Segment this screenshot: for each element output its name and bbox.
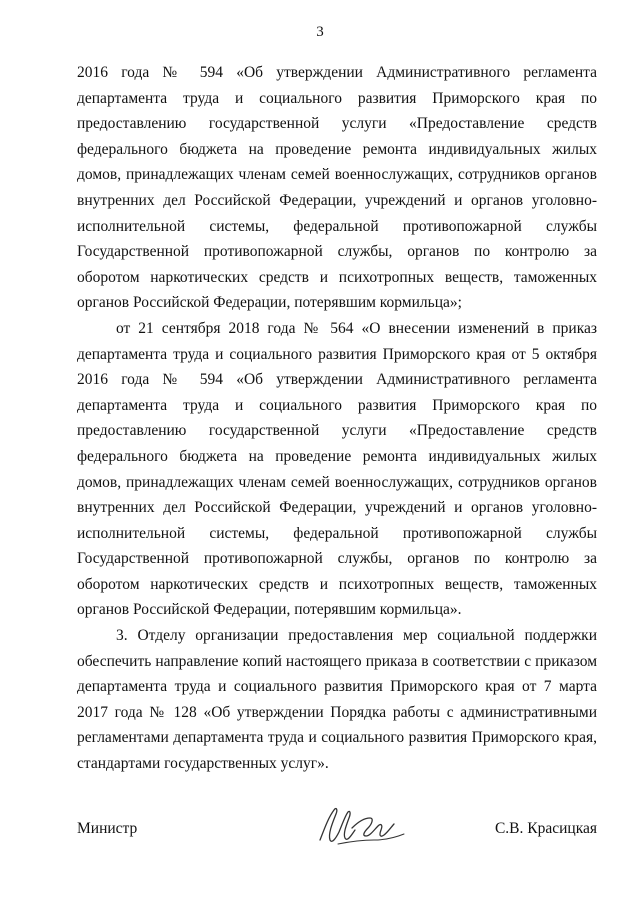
signature-block <box>77 808 597 848</box>
page-number: 3 <box>316 24 324 40</box>
document-body <box>77 60 597 777</box>
paragraph-order-564: от 21 сентября 2018 года № 564 «О внесении изменений в приказ департамента труда и социального развития Приморского края от 5 октября 2016 года № 594 «Об утверждении Административного регламента департамента труда и социального развития Приморского края по предоставлению государственной услуги «Предоставление средств федерального бюджета на проведение ремонта индивидуальных жилых домов, принадлежащих членам семей военнослужащих, сотрудников органов внутренних дел Российской Федерации, учреждений и органов уголовно-исполнительной системы, федеральной противопожарной службы Государственной противопожарной службы, органов по контролю за оборотом наркотических средств и психотропных веществ, таможенных органов Российской Федерации, потерявшим кормильца». <box>77 319 597 619</box>
signatory-name: С.В. Красицкая <box>494 820 597 837</box>
signatory-title: Министр <box>77 820 138 837</box>
paragraph-order-594-continuation: 2016 года № 594 «Об утверждении Административного регламента департамента труда и социального развития Приморского края по предоставлению государственной услуги «Предоставление средств федерального бюджета на проведение ремонта индивидуальных жилых домов, принадлежащих членам семей военнослужащих, сотрудников органов внутренних дел Российской Федерации, учреждений и органов уголовно-исполнительной системы, федеральной противопожарной службы Государственной противопожарной службы, органов по контролю за оборотом наркотических средств и психотропных веществ, таможенных органов Российской Федерации, потерявшим кормильца»; <box>77 64 597 312</box>
paragraph-item-3: 3. Отделу организации предоставления мер социальной поддержки обеспечить направление копий настоящего приказа в соответствии с приказом департамента труда и социального развития Приморского края от 7 марта 2017 года № 128 «Об утверждении Порядка работы с административными регламентами департамента труда и социального развития Приморского края, стандартами государственных услуг». <box>77 627 597 773</box>
handwritten-signature-icon <box>314 800 414 852</box>
